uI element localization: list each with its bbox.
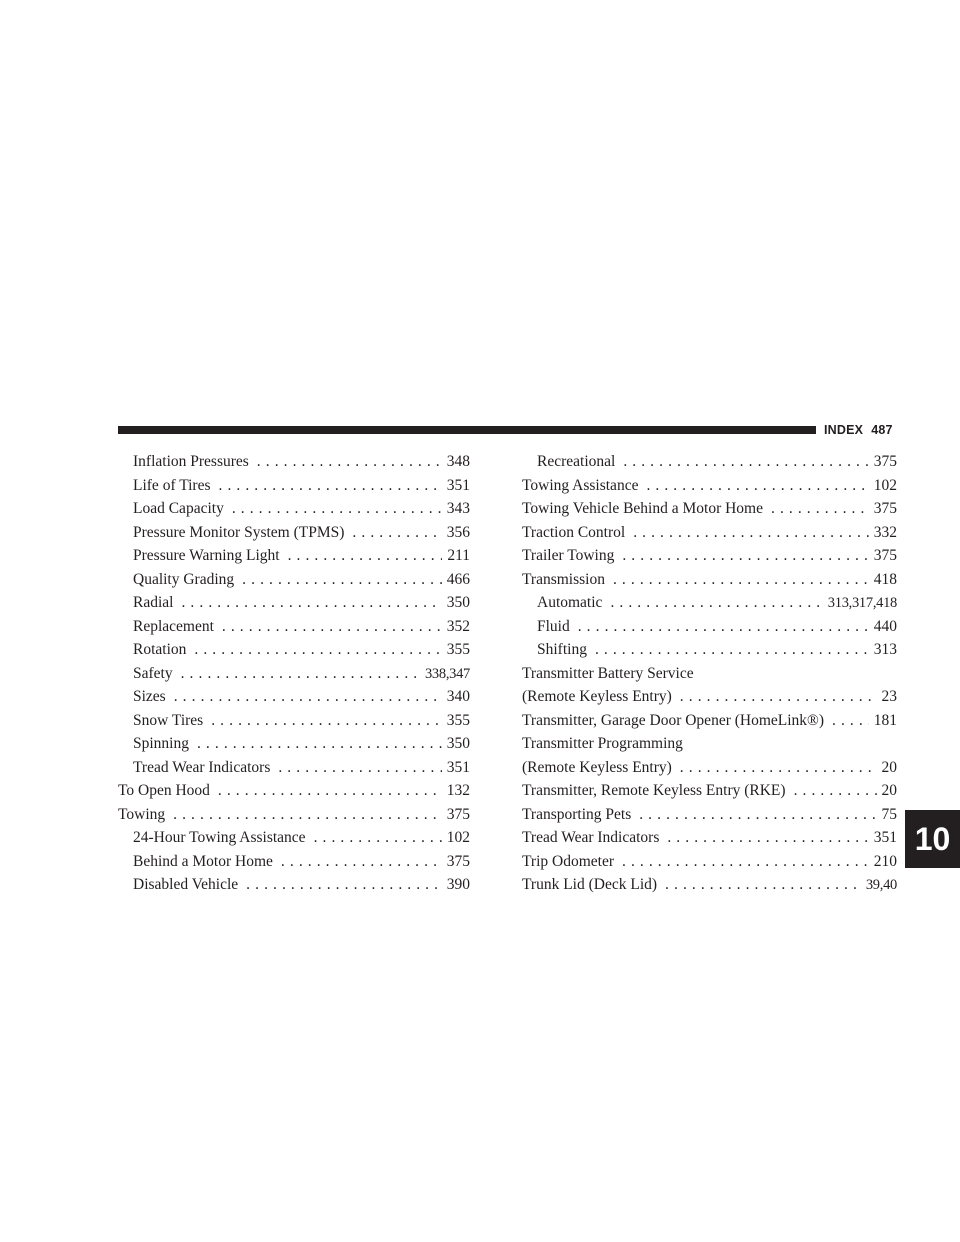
index-term: Transmitter Programming — [522, 735, 683, 752]
dot-leader — [222, 615, 442, 639]
page-reference[interactable]: 466 — [446, 570, 470, 588]
index-entry — [118, 591, 470, 615]
index-term: Trunk Lid (Deck Lid) — [522, 876, 658, 893]
index-entry — [118, 521, 470, 545]
page-reference[interactable]: 350 — [446, 735, 470, 752]
index-entry — [522, 544, 897, 568]
index-entry — [118, 779, 470, 803]
dot-leader — [278, 756, 441, 780]
index-entry — [522, 615, 897, 639]
dot-leader — [194, 638, 441, 662]
dot-leader — [246, 873, 442, 897]
section-title: INDEX — [824, 423, 864, 437]
index-entry — [118, 662, 470, 686]
index-entry — [522, 638, 897, 662]
dot-leader — [771, 497, 869, 521]
page-reference[interactable]: 355 — [446, 641, 470, 658]
dot-leader — [639, 803, 876, 827]
index-term: Recreational — [537, 453, 616, 470]
index-entry — [522, 850, 897, 874]
index-term: Towing — [118, 805, 166, 823]
index-entry — [522, 497, 897, 521]
index-entry — [118, 685, 470, 709]
dot-leader — [665, 873, 861, 897]
page-reference[interactable]: 23 — [881, 688, 897, 705]
dot-leader — [622, 850, 869, 874]
dot-leader — [832, 709, 869, 733]
index-entry — [118, 873, 470, 897]
chapter-tab[interactable]: 10 — [905, 810, 960, 868]
index-entry — [118, 568, 470, 592]
dot-leader — [242, 568, 442, 592]
dot-leader — [232, 497, 442, 521]
page-reference[interactable]: 20 — [881, 758, 897, 776]
index-entry — [522, 732, 897, 756]
index-term: Behind a Motor Home — [133, 852, 273, 870]
dot-leader — [314, 826, 442, 850]
page-reference[interactable]: 39,40 — [865, 877, 897, 893]
dot-leader — [633, 521, 869, 545]
index-entry — [522, 709, 897, 733]
page-reference[interactable]: 211 — [447, 547, 470, 564]
index-entry — [522, 474, 897, 498]
index-entry — [522, 803, 897, 827]
index-term: Automatic — [537, 594, 603, 611]
index-column-left — [118, 450, 470, 897]
page-reference[interactable]: 375 — [446, 852, 470, 870]
dot-leader — [613, 568, 869, 592]
index-entry — [118, 450, 470, 474]
index-term: Spinning — [133, 735, 189, 752]
index-term: Tread Wear Indicators — [133, 758, 271, 776]
page-reference[interactable]: 210 — [873, 852, 897, 870]
page-reference[interactable]: 181 — [873, 711, 897, 729]
dot-leader — [218, 779, 442, 803]
index-term: Load Capacity — [133, 500, 224, 517]
dot-leader — [578, 615, 869, 639]
page-reference[interactable]: 352 — [446, 617, 470, 635]
page-reference[interactable]: 375 — [873, 453, 897, 470]
index-term: Replacement — [133, 617, 214, 635]
dot-leader — [288, 544, 443, 568]
dot-leader — [622, 544, 868, 568]
dot-leader — [610, 591, 822, 615]
index-entry — [118, 709, 470, 733]
index-term: Transmitter, Garage Door Opener (HomeLink®) — [522, 711, 824, 729]
index-entry — [522, 591, 897, 615]
dot-leader — [680, 756, 877, 780]
index-term: Snow Tires — [133, 711, 204, 729]
index-term: Trip Odometer — [522, 852, 614, 870]
index-entry — [522, 450, 897, 474]
index-entry — [522, 521, 897, 545]
page-number: 487 — [871, 423, 893, 437]
page-reference[interactable]: 102 — [446, 829, 470, 846]
page-reference[interactable]: 313,317,418 — [827, 595, 897, 611]
index-entry — [522, 685, 897, 709]
page-reference[interactable]: 355 — [446, 711, 470, 729]
dot-leader — [173, 803, 442, 827]
dot-leader — [257, 450, 442, 474]
dot-leader — [197, 732, 442, 756]
index-term: (Remote Keyless Entry) — [522, 688, 672, 705]
index-term: Safety — [133, 664, 173, 682]
index-term: Inflation Pressures — [133, 453, 249, 470]
dot-leader — [181, 662, 420, 686]
page-reference[interactable]: 440 — [873, 617, 897, 635]
page-reference[interactable]: 332 — [873, 523, 897, 541]
index-term: Rotation — [133, 641, 187, 658]
page-reference[interactable]: 375 — [873, 500, 897, 517]
index-entry — [118, 732, 470, 756]
page-reference[interactable]: 102 — [873, 476, 897, 494]
index-term: Transmission — [522, 570, 605, 588]
index-entry — [118, 826, 470, 850]
index-term: Towing Vehicle Behind a Motor Home — [522, 500, 763, 517]
dot-leader — [352, 521, 441, 545]
page-reference[interactable]: 132 — [446, 782, 470, 799]
index-entry — [118, 803, 470, 827]
dot-leader — [595, 638, 869, 662]
dot-leader — [794, 779, 877, 803]
index-entry — [118, 615, 470, 639]
index-term: Shifting — [537, 641, 587, 658]
dot-leader — [667, 826, 868, 850]
index-term: Sizes — [133, 688, 166, 705]
page-reference[interactable]: 375 — [873, 547, 897, 564]
page-reference[interactable]: 356 — [446, 523, 470, 541]
index-term: Transporting Pets — [522, 805, 632, 823]
index-term: Fluid — [537, 617, 570, 635]
dot-leader — [211, 709, 442, 733]
index-term: Trailer Towing — [522, 547, 615, 564]
index-entry — [118, 850, 470, 874]
index-term: Disabled Vehicle — [133, 876, 239, 893]
page-reference[interactable]: 75 — [881, 805, 897, 823]
index-column-right — [522, 450, 897, 897]
page-reference[interactable]: 351 — [446, 476, 470, 494]
page-reference[interactable]: 348 — [446, 453, 470, 470]
index-term: (Remote Keyless Entry) — [522, 758, 672, 776]
index-entry — [522, 826, 897, 850]
index-entry — [118, 638, 470, 662]
dot-leader — [219, 474, 442, 498]
page-reference[interactable]: 350 — [446, 594, 470, 611]
page-reference[interactable]: 390 — [446, 876, 470, 893]
dot-leader — [623, 450, 868, 474]
page-reference[interactable]: 340 — [446, 688, 470, 705]
dot-leader — [174, 685, 442, 709]
page-reference[interactable]: 375 — [446, 805, 470, 823]
index-term: Quality Grading — [133, 570, 235, 588]
index-entry — [522, 873, 897, 897]
page-reference[interactable]: 418 — [873, 570, 897, 588]
index-term: Transmitter, Remote Keyless Entry (RKE) — [522, 782, 786, 799]
index-term: 24-Hour Towing Assistance — [133, 829, 306, 846]
index-entry — [522, 568, 897, 592]
running-header — [824, 421, 893, 439]
index-entry — [118, 474, 470, 498]
dot-leader — [680, 685, 877, 709]
index-term: Towing Assistance — [522, 476, 639, 494]
index-term: Traction Control — [522, 523, 626, 541]
page-reference[interactable]: 338,347 — [424, 665, 470, 682]
header-rule — [118, 426, 816, 434]
index-entry — [118, 497, 470, 521]
page-reference[interactable]: 351 — [446, 758, 470, 776]
page-reference[interactable]: 313 — [873, 641, 897, 658]
dot-leader — [281, 850, 442, 874]
index-term: Tread Wear Indicators — [522, 829, 660, 846]
index-term: Transmitter Battery Service — [522, 664, 694, 682]
index-entry — [118, 756, 470, 780]
index-entry — [522, 662, 897, 686]
page-reference[interactable]: 20 — [881, 782, 897, 799]
page-reference[interactable]: 343 — [446, 500, 470, 517]
index-entry — [522, 779, 897, 803]
index-term: Life of Tires — [133, 476, 211, 494]
dot-leader — [646, 474, 868, 498]
index-entry — [522, 756, 897, 780]
index-term: Radial — [133, 594, 174, 611]
page-reference[interactable]: 351 — [873, 829, 897, 846]
index-term: To Open Hood — [118, 782, 210, 799]
index-entry — [118, 544, 470, 568]
index-term: Pressure Warning Light — [133, 547, 280, 564]
dot-leader — [181, 591, 441, 615]
index-term: Pressure Monitor System (TPMS) — [133, 523, 345, 541]
